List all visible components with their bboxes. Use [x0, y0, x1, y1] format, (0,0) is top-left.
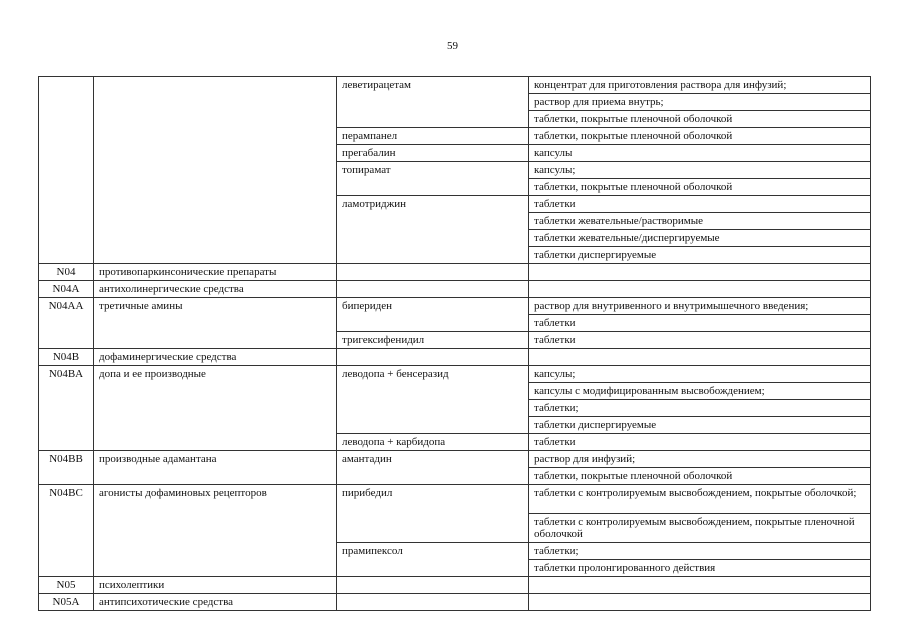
drug-table	[38, 76, 871, 611]
group-cell: дофаминергические средства	[94, 349, 337, 366]
drug-name-cell: леветирацетам	[337, 77, 529, 128]
page-number: 59	[447, 40, 458, 52]
code-cell: N04B	[39, 349, 94, 366]
dosage-form-cell: таблетки с контролируемым высвобождением, покрытые оболочкой;	[529, 485, 871, 514]
dosage-form-cell: капсулы;	[529, 366, 871, 383]
dosage-form-cell	[529, 264, 871, 281]
drug-name-cell: пирибедил	[337, 485, 529, 543]
code-cell: N04BB	[39, 451, 94, 485]
table-row	[39, 281, 871, 298]
dosage-form-cell: капсулы	[529, 145, 871, 162]
drug-name-cell	[337, 577, 529, 594]
table-row	[39, 366, 871, 383]
group-cell: допа и ее производные	[94, 366, 337, 451]
table-row	[39, 594, 871, 611]
code-cell	[39, 77, 94, 264]
group-cell: третичные амины	[94, 298, 337, 349]
table-row	[39, 577, 871, 594]
code-cell: N05	[39, 577, 94, 594]
code-cell: N04BC	[39, 485, 94, 577]
dosage-form-cell: таблетки;	[529, 400, 871, 417]
dosage-form-cell: таблетки с контролируемым высвобождением, покрытые пленочной оболочкой	[529, 514, 871, 543]
group-cell: антихолинергические средства	[94, 281, 337, 298]
table-row	[39, 264, 871, 281]
drug-name-cell: тригексифенидил	[337, 332, 529, 349]
group-cell: психолептики	[94, 577, 337, 594]
dosage-form-cell: раствор для инфузий;	[529, 451, 871, 468]
dosage-form-cell: таблетки	[529, 434, 871, 451]
table-row	[39, 451, 871, 468]
dosage-form-cell: таблетки	[529, 332, 871, 349]
dosage-form-cell: таблетки, покрытые пленочной оболочкой	[529, 468, 871, 485]
drug-name-cell	[337, 264, 529, 281]
group-cell: производные адамантана	[94, 451, 337, 485]
dosage-form-cell: концентрат для приготовления раствора для инфузий;	[529, 77, 871, 94]
dosage-form-cell: таблетки, покрытые пленочной оболочкой	[529, 128, 871, 145]
code-cell: N04	[39, 264, 94, 281]
group-cell: агонисты дофаминовых рецепторов	[94, 485, 337, 577]
code-cell: N04A	[39, 281, 94, 298]
code-cell: N04BA	[39, 366, 94, 451]
dosage-form-cell: таблетки пролонгированного действия	[529, 560, 871, 577]
group-cell	[94, 77, 337, 264]
table-row	[39, 77, 871, 94]
drug-name-cell: прегабалин	[337, 145, 529, 162]
dosage-form-cell: таблетки диспергируемые	[529, 247, 871, 264]
drug-name-cell	[337, 594, 529, 611]
table-row	[39, 485, 871, 514]
dosage-form-cell: таблетки диспергируемые	[529, 417, 871, 434]
drug-name-cell: прамипексол	[337, 543, 529, 577]
dosage-form-cell: таблетки;	[529, 543, 871, 560]
dosage-form-cell: таблетки	[529, 315, 871, 332]
drug-name-cell: перампанел	[337, 128, 529, 145]
dosage-form-cell: таблетки жевательные/диспергируемые	[529, 230, 871, 247]
dosage-form-cell: таблетки, покрытые пленочной оболочкой	[529, 111, 871, 128]
group-cell: антипсихотические средства	[94, 594, 337, 611]
dosage-form-cell: капсулы;	[529, 162, 871, 179]
table-row	[39, 298, 871, 315]
drug-name-cell: амантадин	[337, 451, 529, 485]
code-cell: N05A	[39, 594, 94, 611]
dosage-form-cell	[529, 594, 871, 611]
drug-name-cell: топирамат	[337, 162, 529, 196]
drug-name-cell: леводопа + карбидопа	[337, 434, 529, 451]
dosage-form-cell	[529, 281, 871, 298]
dosage-form-cell: таблетки, покрытые пленочной оболочкой	[529, 179, 871, 196]
drug-name-cell: ламотриджин	[337, 196, 529, 264]
dosage-form-cell	[529, 577, 871, 594]
table-row	[39, 349, 871, 366]
code-cell: N04AA	[39, 298, 94, 349]
drug-name-cell	[337, 281, 529, 298]
dosage-form-cell: таблетки	[529, 196, 871, 213]
dosage-form-cell: таблетки жевательные/растворимые	[529, 213, 871, 230]
drug-name-cell: леводопа + бенсеразид	[337, 366, 529, 434]
drug-name-cell: бипериден	[337, 298, 529, 332]
dosage-form-cell: раствор для внутривенного и внутримышечного введения;	[529, 298, 871, 315]
dosage-form-cell	[529, 349, 871, 366]
group-cell: противопаркинсонические препараты	[94, 264, 337, 281]
drug-name-cell	[337, 349, 529, 366]
dosage-form-cell: раствор для приема внутрь;	[529, 94, 871, 111]
dosage-form-cell: капсулы с модифицированным высвобождением;	[529, 383, 871, 400]
